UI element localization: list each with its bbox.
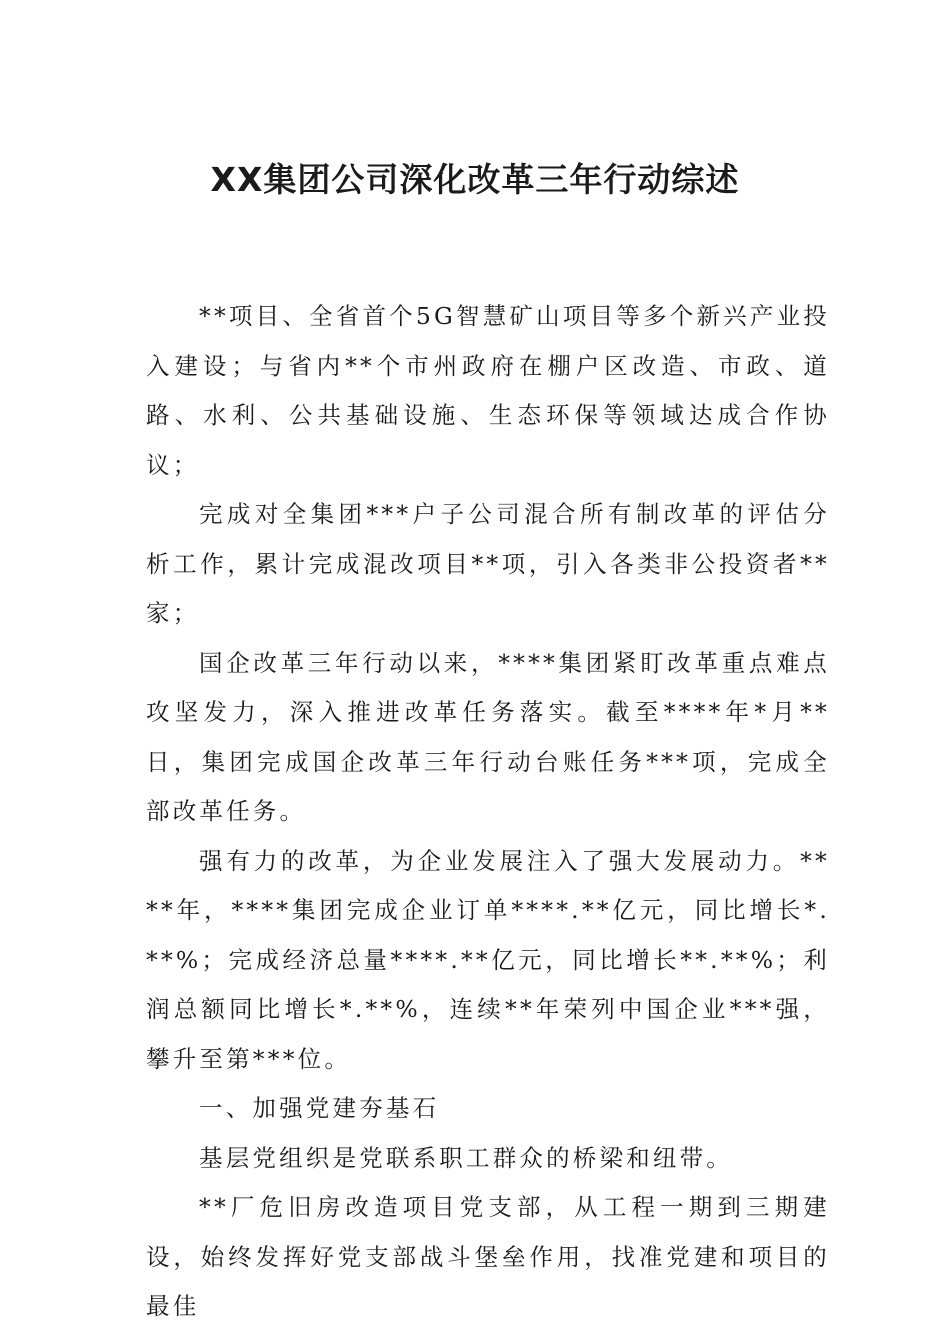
document-title: XX集团公司深化改革三年行动综述 xyxy=(210,160,740,199)
section-heading-party-building: 一、加强党建夯基石 xyxy=(199,1094,440,1122)
paragraph-party-organization: 基层党组织是党联系职工群众的桥梁和纽带。 xyxy=(199,1143,733,1172)
paragraph-projects: **项目、全省首个5G智慧矿山项目等多个新兴产业投入建设；与省内**个市州政府在棚户区改造、市政、道路、水利、公共基础设施、生态环保等领域达成合作协议； xyxy=(146,302,830,479)
paragraph-mixed-ownership: 完成对全集团***户子公司混合所有制改革的评估分析工作，累计完成混改项目**项，引入各类非公投资者**家； xyxy=(146,500,830,627)
document-body xyxy=(146,292,830,1332)
paragraph-reform-results: 强有力的改革，为企业发展注入了强大发展动力。****年，****集团完成企业订单****.**亿元，同比增长*.**%；完成经济总量****.**亿元，同比增长**.**%；利润总额同比增长*.**%，连续**年荣列中国企业***强，攀升至第***位。 xyxy=(146,846,830,1073)
paragraph-renovation-project: **厂危旧房改造项目党支部，从工程一期到三期建设，始终发挥好党支部战斗堡垒作用，找准党建和项目的最佳 xyxy=(146,1193,830,1320)
paragraph-reform-progress: 国企改革三年行动以来，****集团紧盯改革重点难点攻坚发力，深入推进改革任务落实。截至****年*月**日，集团完成国企改革三年行动台账任务***项，完成全部改革任务。 xyxy=(146,648,830,825)
